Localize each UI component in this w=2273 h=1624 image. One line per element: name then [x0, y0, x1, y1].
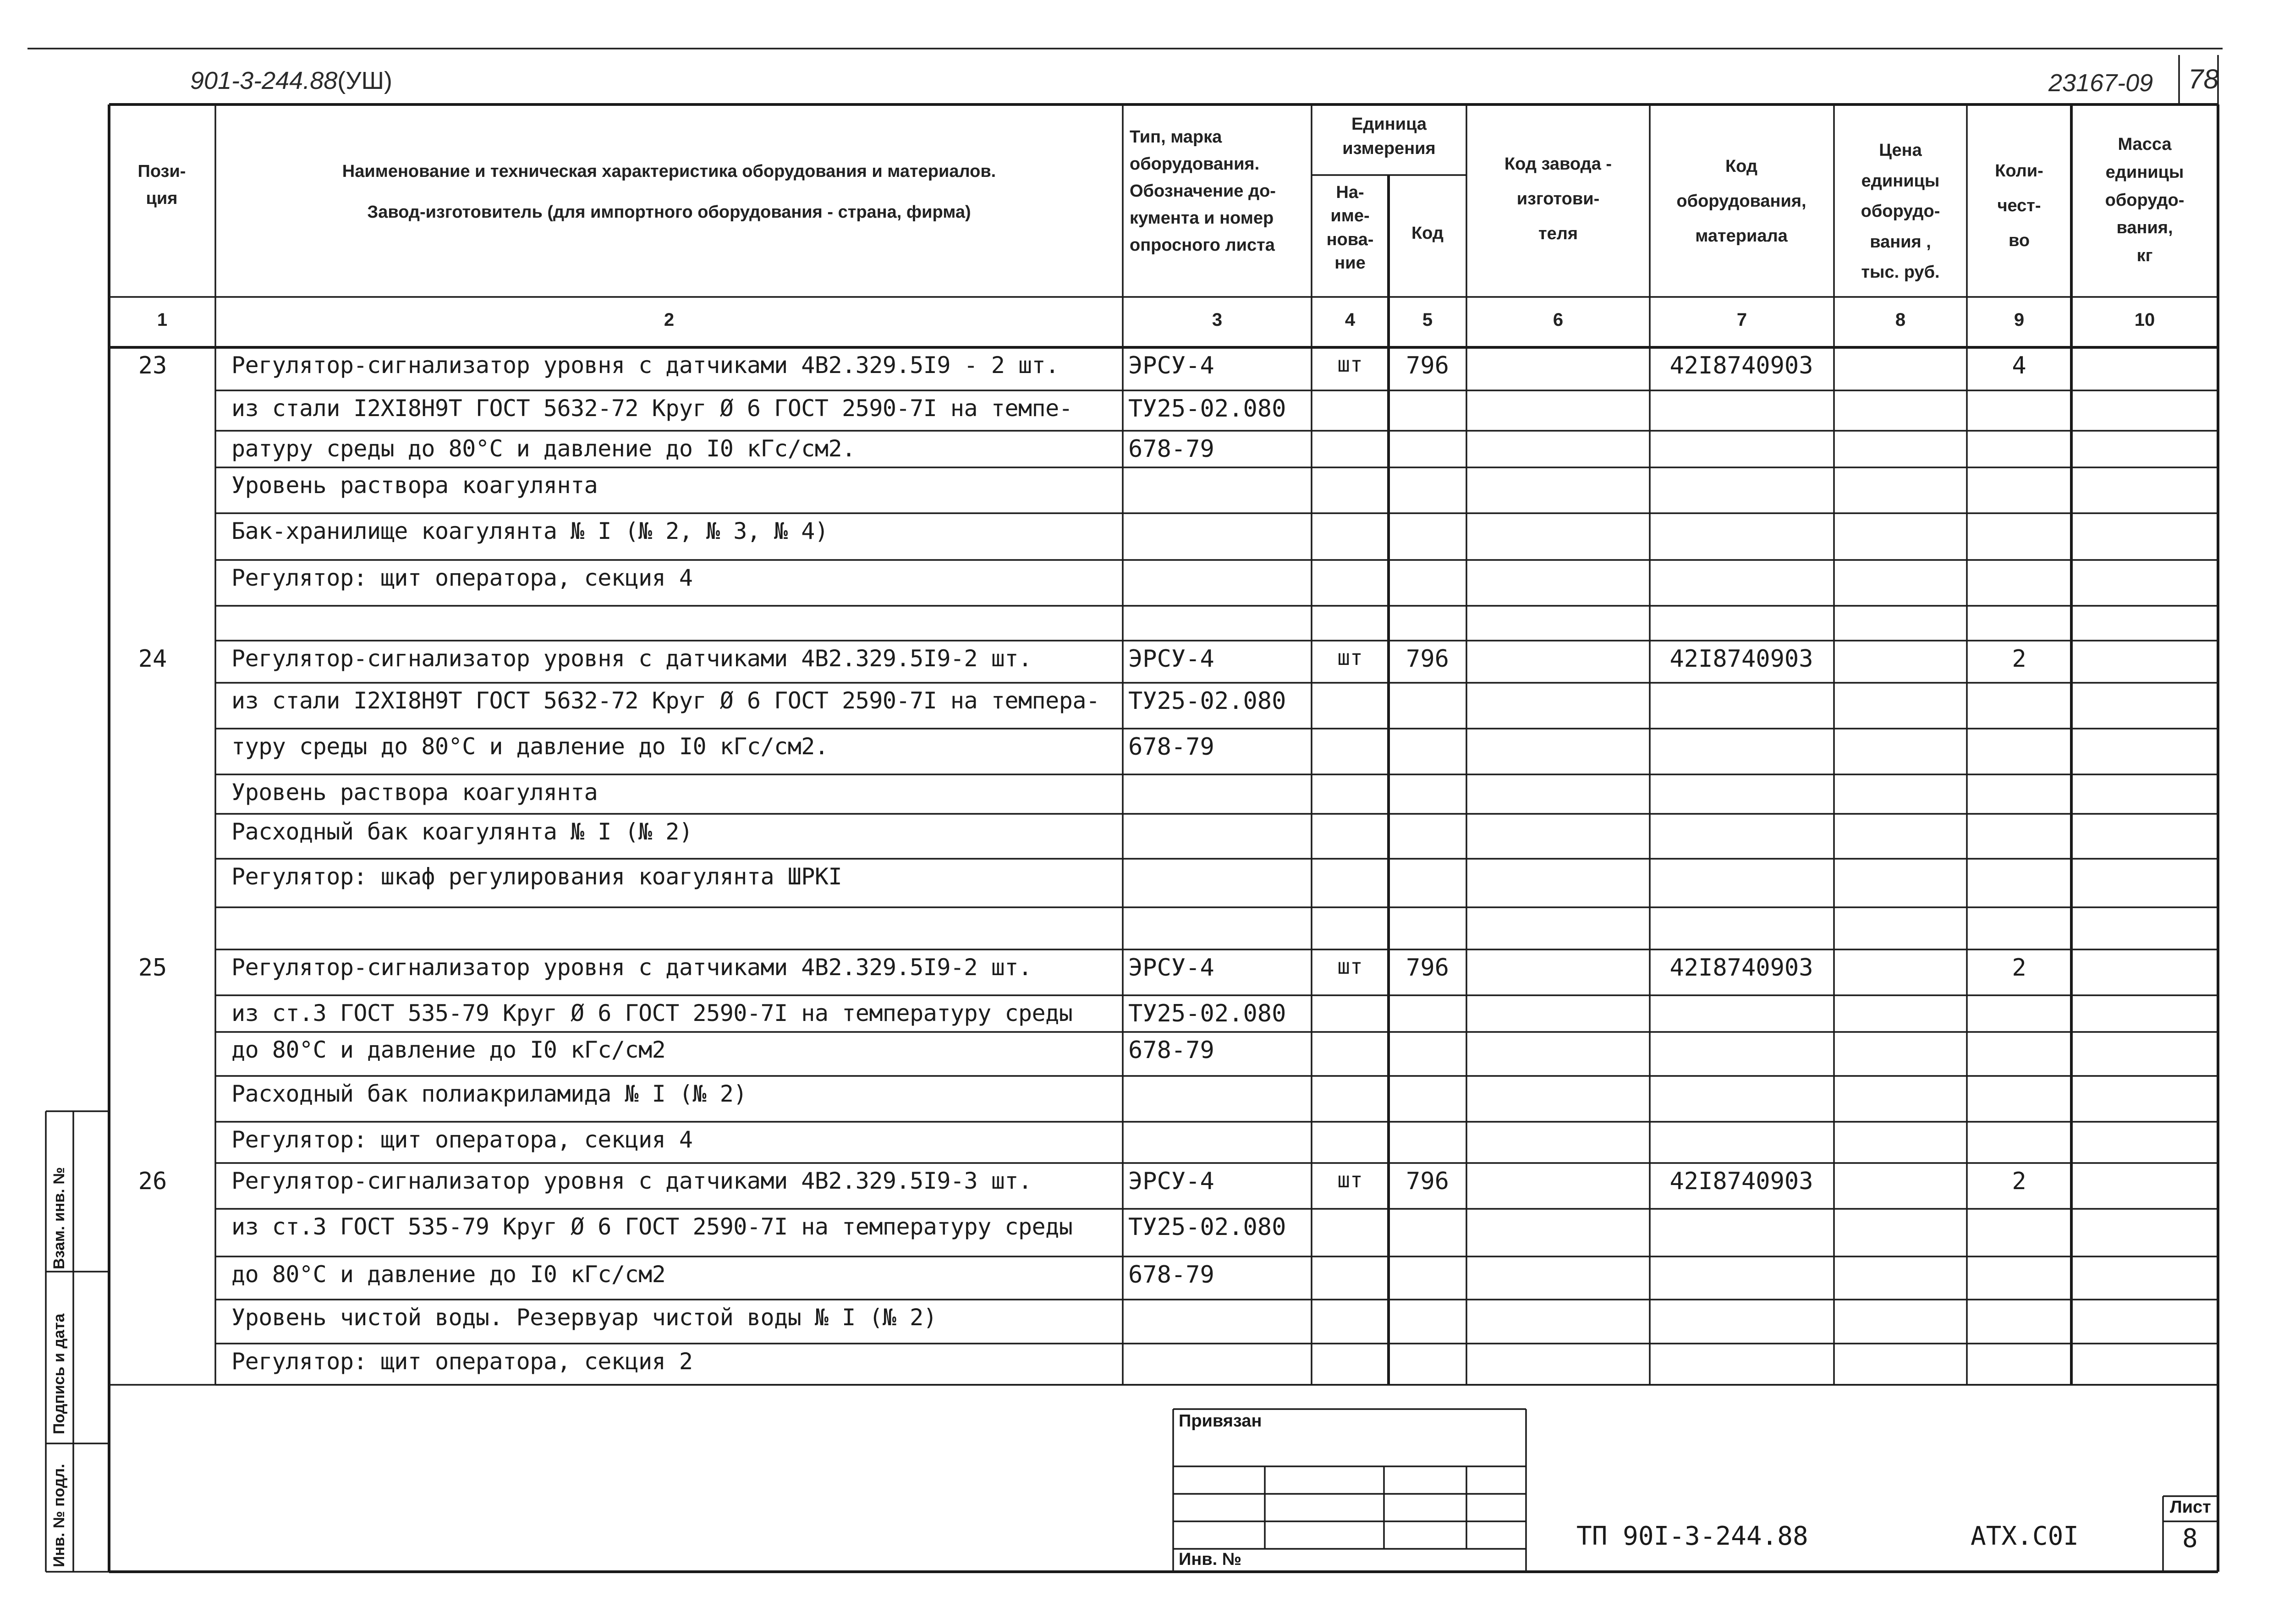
page-number: 78: [2188, 64, 2219, 94]
header-manufacturer-code: Код завода - изготови- теля: [1504, 154, 1612, 243]
item-description: Бак-хранилище коагулянта № I (№ 2, № 3, № 4): [231, 518, 829, 544]
type-cell: ЭРСУ-4: [1128, 1168, 1214, 1195]
item-description: Уровень раствора коагулянта: [231, 779, 598, 806]
type-cell: 678-79: [1128, 435, 1214, 463]
item-description: Регулятор: щит оператора, секция 2: [231, 1348, 693, 1375]
position-cell: 26: [138, 1168, 167, 1195]
side-label-inventory: Инв. № подл.: [50, 1464, 68, 1567]
header-unit-code: Код: [1411, 224, 1444, 243]
item-description: ратуру среды до 80°С и давление до I0 кГс/см2.: [231, 435, 856, 462]
item-description: Регулятор: щит оператора, секция 4: [231, 1126, 693, 1153]
type-cell: 678-79: [1128, 733, 1214, 761]
type-cell: 678-79: [1128, 1261, 1214, 1289]
quantity-cell: 4: [2012, 352, 2026, 379]
item-description: из ст.3 ГОСТ 535-79 Круг Ø 6 ГОСТ 2590-7I на температуру среды: [231, 1213, 1073, 1240]
column-number: 3: [1212, 310, 1223, 330]
registration-number: 23167-09: [2048, 69, 2153, 97]
header-mass: Масса единицы оборудо- вания, кг: [2105, 135, 2185, 266]
quantity-cell: 2: [2012, 954, 2026, 982]
column-number: 1: [157, 310, 168, 330]
item-description: Расходный бак полиакриламида № I (№ 2): [231, 1081, 747, 1107]
header-price: Цена единицы оборудо- вания , тыс. руб.: [1861, 141, 1940, 282]
unit-code-cell: 796: [1406, 352, 1449, 379]
column-number: 6: [1553, 310, 1564, 330]
position-cell: 24: [138, 645, 167, 673]
type-cell: ТУ25-02.080: [1128, 1213, 1286, 1241]
column-number: 2: [664, 310, 675, 330]
type-cell: ТУ25-02.080: [1128, 395, 1286, 422]
column-number: 10: [2134, 310, 2155, 330]
equipment-code-cell: 42I8740903: [1669, 1168, 1813, 1195]
type-cell: ЭРСУ-4: [1128, 645, 1214, 673]
position-cell: 25: [138, 954, 167, 982]
item-description: Уровень чистой воды. Резервуар чистой воды № I (№ 2): [231, 1304, 937, 1331]
item-description: Регулятор-сигнализатор уровня с датчиками 4В2.329.5I9-3 шт.: [231, 1168, 1032, 1194]
position-cell: 23: [138, 352, 167, 379]
item-description: Регулятор-сигнализатор уровня с датчиками 4В2.329.5I9-2 шт.: [231, 954, 1032, 981]
document-code-suffix: (УШ): [337, 67, 393, 94]
item-description: из стали I2XI8H9T ГОСТ 5632-72 Круг Ø 6 ГОСТ 2590-7I на темпе-: [231, 395, 1073, 422]
item-description: туру среды до 80°С и давление до I0 кГс/см2.: [231, 733, 829, 760]
unit-code-cell: 796: [1406, 645, 1449, 673]
unit-code-cell: 796: [1406, 954, 1449, 982]
unit-name-cell: шт: [1337, 645, 1363, 670]
item-description: Регулятор-сигнализатор уровня с датчиками 4В2.329.5I9 - 2 шт.: [231, 352, 1059, 379]
project-designation: ТП 90I-3-244.88: [1576, 1521, 1808, 1551]
side-label-signature: Подпись и дата: [50, 1313, 68, 1434]
item-description: Уровень раствора коагулянта: [231, 472, 598, 499]
type-cell: ТУ25-02.080: [1128, 1000, 1286, 1027]
type-cell: ЭРСУ-4: [1128, 954, 1214, 982]
unit-name-cell: шт: [1337, 352, 1363, 377]
column-number: 8: [1895, 310, 1906, 330]
quantity-cell: 2: [2012, 1168, 2026, 1195]
item-description: Регулятор: шкаф регулирования коагулянта ШРКI: [231, 863, 842, 890]
equipment-code-cell: 42I8740903: [1669, 954, 1813, 982]
header-equipment-code: Код оборудования, материала: [1676, 157, 1806, 246]
sheet-number: 8: [2182, 1524, 2198, 1553]
stamp-inventory-label: Инв. №: [1179, 1550, 1242, 1569]
header-quantity: Коли- чест- во: [1995, 161, 2043, 250]
equipment-code-cell: 42I8740903: [1669, 645, 1813, 673]
header-position: Пози- ция: [137, 162, 186, 208]
type-cell: ТУ25-02.080: [1128, 687, 1286, 715]
header-unit-group: Единица измерения: [1342, 115, 1436, 159]
album-code: АТХ.С0I: [1971, 1521, 2079, 1551]
item-description: Регулятор: щит оператора, секция 4: [231, 565, 693, 591]
sheet-label: Лист: [2170, 1498, 2211, 1517]
header-name: Наименование и техническая характеристика оборудования и материалов. Завод-изготовитель (для импортного оборудования - страна, фирма): [342, 162, 996, 222]
item-description: Расходный бак коагулянта № I (№ 2): [231, 818, 693, 845]
quantity-cell: 2: [2012, 645, 2026, 673]
header-type: Тип, марка оборудования. Обозначение до- кумента и номер опросного листа: [1130, 127, 1276, 255]
document-code: 901-3-244.88(УШ): [190, 67, 393, 94]
header-unit-name: На- име- нова- ние: [1326, 183, 1374, 273]
type-cell: 678-79: [1128, 1037, 1214, 1064]
item-description: до 80°С и давление до I0 кГс/см2: [231, 1261, 666, 1288]
column-number: 5: [1422, 310, 1433, 330]
unit-name-cell: шт: [1337, 1168, 1363, 1192]
equipment-code-cell: 42I8740903: [1669, 352, 1813, 379]
column-number: 7: [1736, 310, 1747, 330]
side-label-replacement: Взам. инв. №: [50, 1167, 68, 1269]
unit-code-cell: 796: [1406, 1168, 1449, 1195]
column-number: 4: [1345, 310, 1356, 330]
item-description: Регулятор-сигнализатор уровня с датчиками 4В2.329.5I9-2 шт.: [231, 645, 1032, 672]
item-description: из стали I2XI8H9T ГОСТ 5632-72 Круг Ø 6 ГОСТ 2590-7I на темпера-: [231, 687, 1100, 714]
stamp-bound-label: Привязан: [1179, 1411, 1262, 1431]
unit-name-cell: шт: [1337, 954, 1363, 979]
item-description: до 80°С и давление до I0 кГс/см2: [231, 1037, 666, 1063]
item-description: из ст.3 ГОСТ 535-79 Круг Ø 6 ГОСТ 2590-7I на температуру среды: [231, 1000, 1073, 1026]
column-number: 9: [2014, 310, 2025, 330]
type-cell: ЭРСУ-4: [1128, 352, 1214, 379]
